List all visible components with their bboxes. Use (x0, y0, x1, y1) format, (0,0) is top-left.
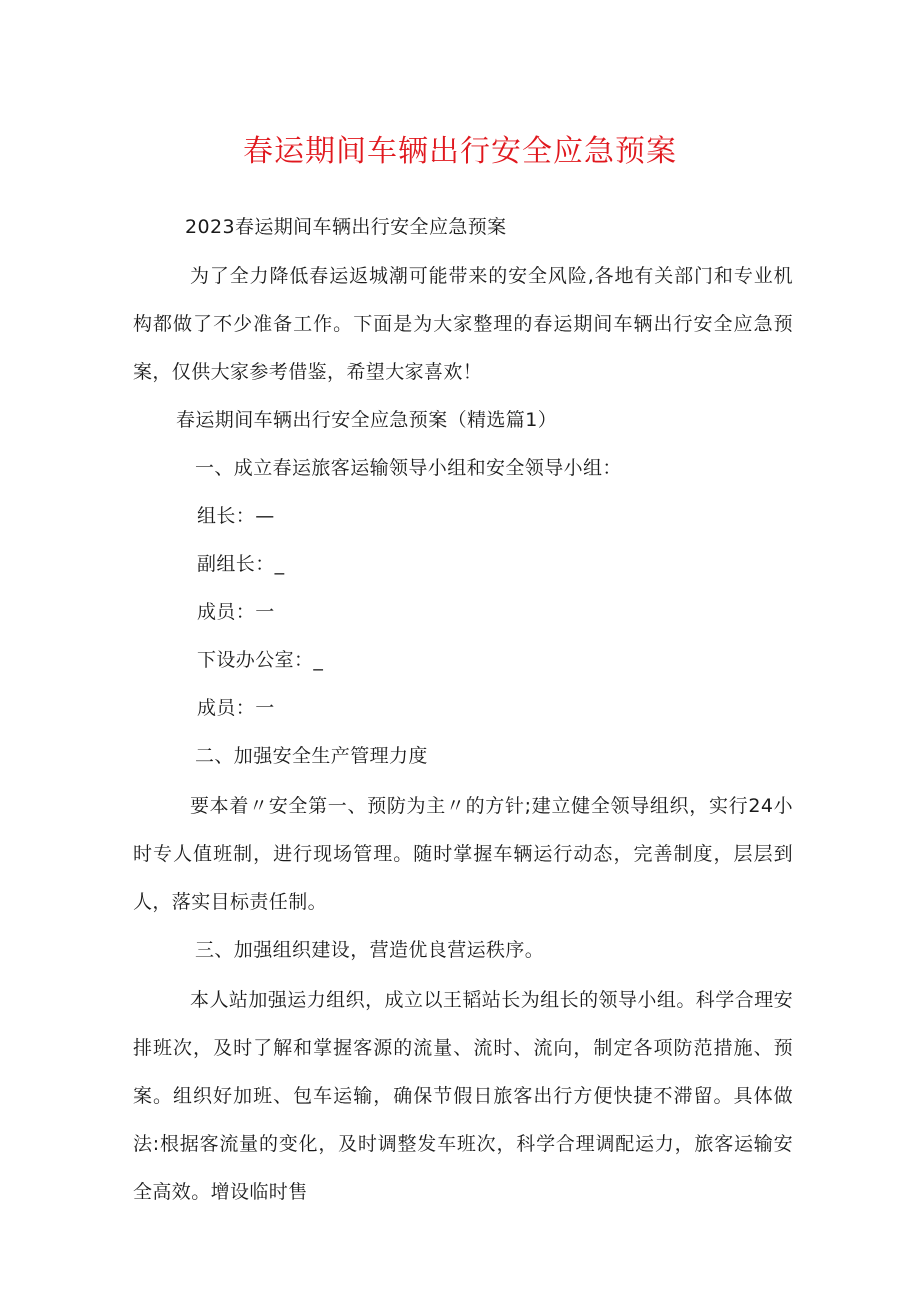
heading-safety-management: 二、加强安全生产管理力度 (195, 745, 428, 767)
member-members: 成员：一 (197, 601, 275, 623)
member-deputy-leader: 副组长：_ (197, 553, 285, 575)
organization-paragraph: 本人站加强运力组织，成立以王韬站长为组长的领导小组。科学合理安排班次，及时了解和掌握客源的流量、流时、流向，制定各项防范措施、预案。组织好加班、包车运输，确保节假日旅客出行方便快捷不滞留。具体做法:根据客流量的变化，及时调整发车班次，科学合理调配运力，旅客运输安全高效。增设临时售 (133, 989, 793, 1203)
member-leader: 组长：— (197, 505, 275, 527)
document-title: 春运期间车辆出行安全应急预案 (243, 134, 677, 169)
intro-paragraph: 为了全力降低春运返城潮可能带来的安全风险,各地有关部门和专业机构都做了不少准备工作。下面是为大家整理的春运期间车辆出行安全应急预案，仅供大家参考借鉴，希望大家喜欢！ (133, 265, 793, 383)
section-title: 春运期间车辆出行安全应急预案（精选篇1） (176, 409, 558, 431)
document-subtitle: 2023春运期间车辆出行安全应急预案 (185, 216, 507, 238)
safety-management-paragraph: 要本着〃安全第一、预防为主〃的方针;建立健全领导组织，实行24小时专人值班制，进行现场管理。随时掌握车辆运行动态，完善制度，层层到人，落实目标责任制。 (133, 795, 793, 913)
heading-organization: 三、加强组织建设，营造优良营运秩序。 (195, 939, 545, 961)
heading-leadership-group: 一、成立春运旅客运输领导小组和安全领导小组： (195, 457, 622, 479)
member-office: 下设办公室：_ (197, 649, 324, 671)
member-office-members: 成员：一 (197, 697, 275, 719)
